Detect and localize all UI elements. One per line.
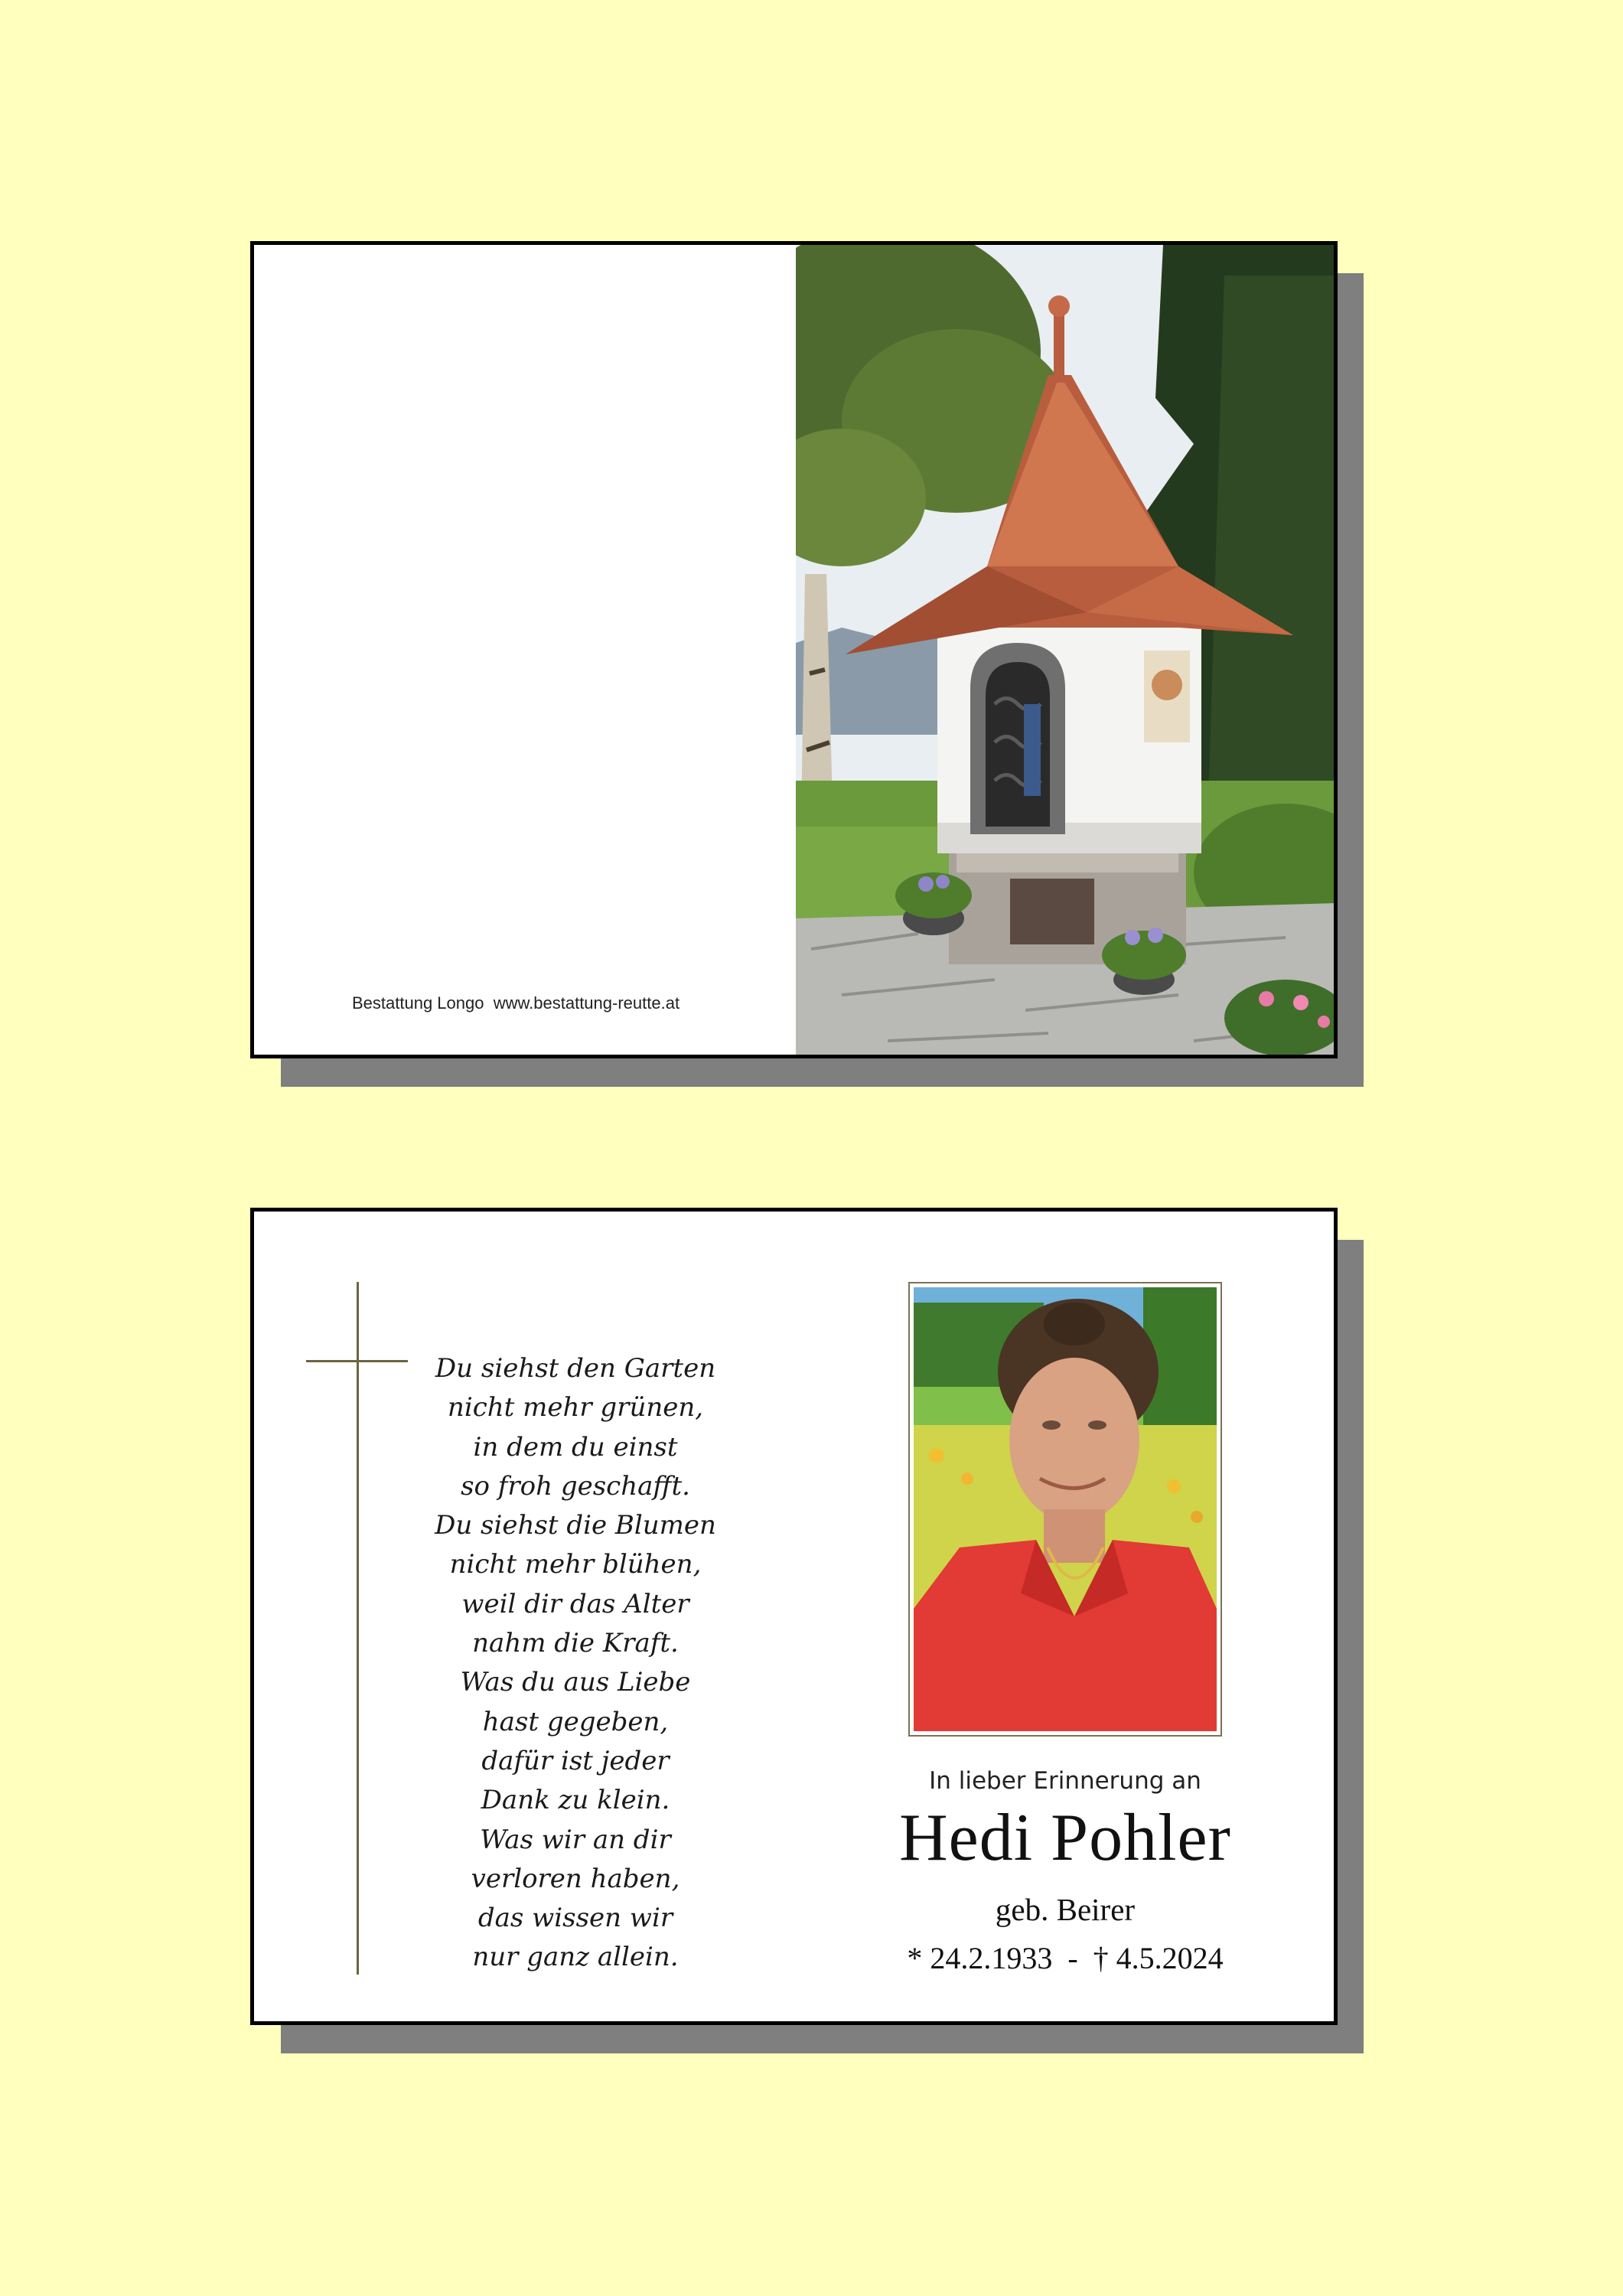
poem-line: nahm die Kraft. — [472, 1628, 679, 1659]
poem-line: verloren haben, — [471, 1863, 680, 1894]
poem-line: Dank zu klein. — [481, 1785, 670, 1816]
maiden-name: geb. Beirer — [995, 1892, 1136, 1927]
poem-line: nicht mehr grünen, — [447, 1392, 704, 1424]
deceased-name: Hedi Pohler — [899, 1801, 1231, 1875]
shrine-photo — [796, 245, 1338, 1055]
memorial-caption: In lieber Erinnerung an — [929, 1767, 1201, 1795]
cross-icon — [306, 1360, 408, 1362]
poem-line: Was du aus Liebe — [460, 1667, 691, 1698]
poem-line: Du siehst die Blumen — [435, 1510, 716, 1541]
poem-line: hast gegeben, — [482, 1706, 669, 1737]
poem-line: Was wir an dir — [480, 1824, 671, 1855]
parte-front-card — [250, 241, 1338, 1058]
poem-line: das wissen wir — [477, 1903, 673, 1934]
poem-line: dafür ist jeder — [481, 1745, 670, 1776]
poem-line: nur ganz allein. — [472, 1942, 679, 1973]
poem-line: Du siehst den Garten — [435, 1353, 716, 1384]
poem-line: nicht mehr blühen, — [449, 1549, 702, 1580]
portrait-photo — [908, 1282, 1222, 1737]
cross-icon — [357, 1282, 359, 1975]
funeral-home-credit: Bestattung Longo www.bestattung-reutte.at — [352, 993, 680, 1013]
life-dates: * 24.2.1933 - † 4.5.2024 — [907, 1941, 1224, 1975]
parte-inner-card — [250, 1208, 1338, 2025]
poem-line: in dem du einst — [473, 1431, 678, 1463]
memorial-poem — [407, 1349, 744, 1978]
poem-line: weil dir das Alter — [461, 1588, 689, 1619]
poem-line: so froh geschafft. — [461, 1470, 690, 1502]
